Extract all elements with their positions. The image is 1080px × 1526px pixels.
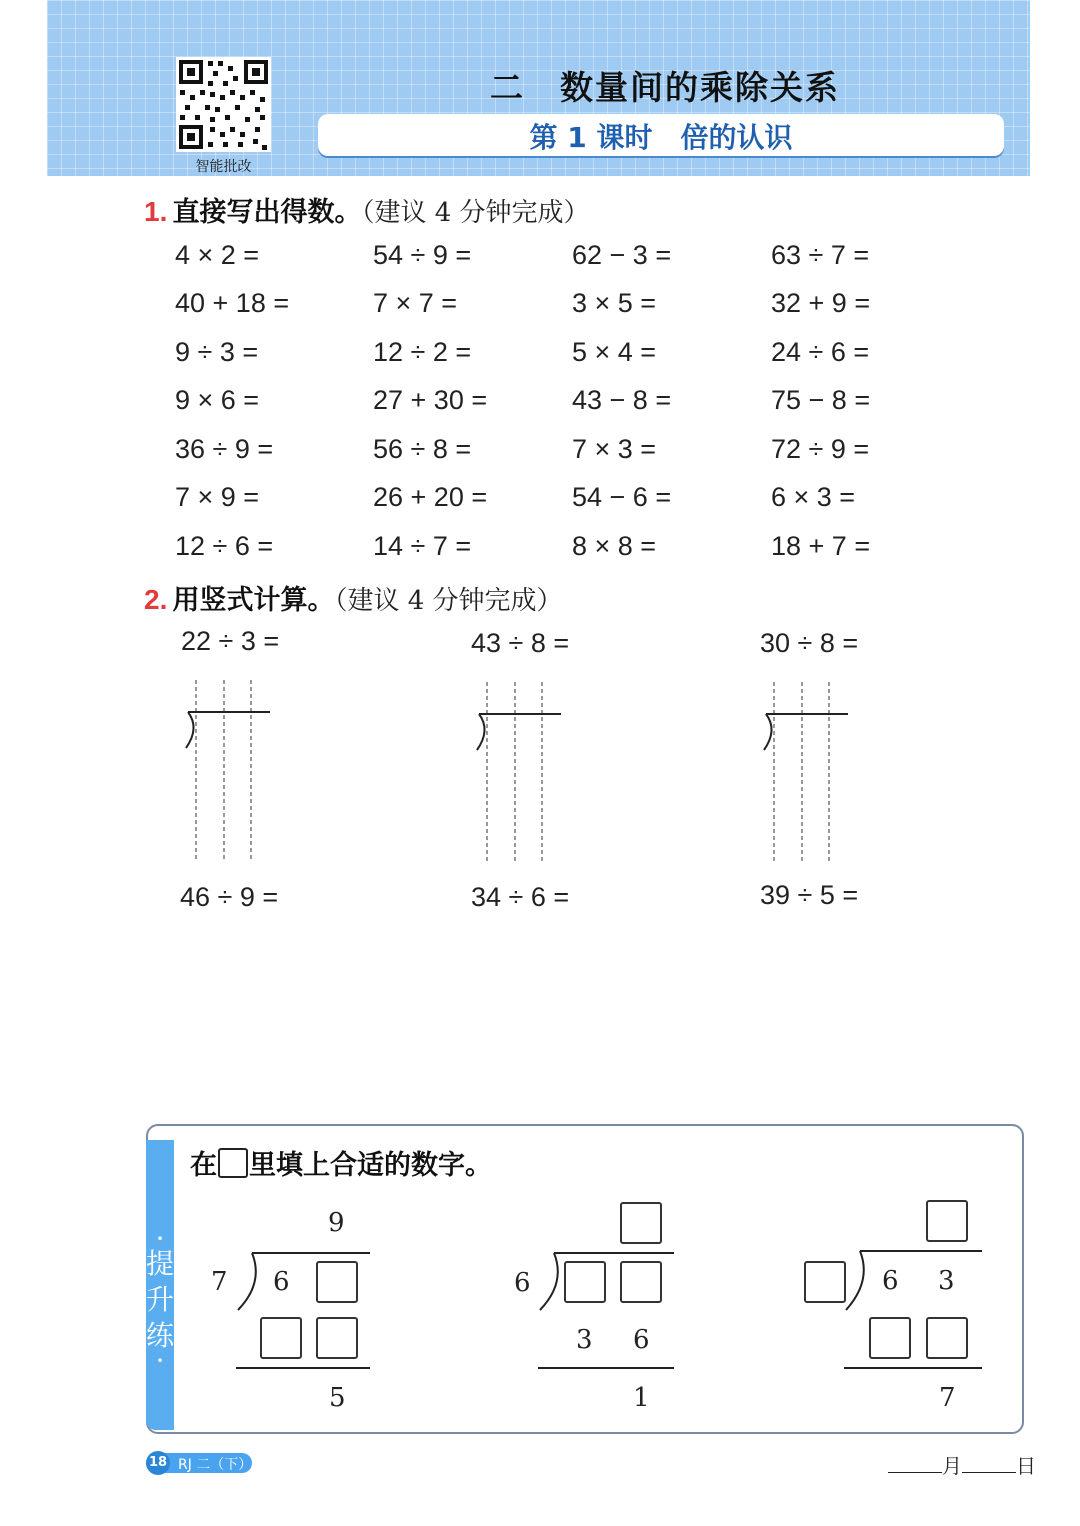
oral-arithmetic-item: 7 × 7 = [373,288,458,318]
footer-badge [146,1453,252,1473]
unit-title: 二 数量间的乘除关系 [490,68,840,107]
puzzle3-remainder: 7 [939,1383,956,1413]
qr-label: 智能批改 [195,159,252,175]
section2-heading [144,578,563,617]
section2-number: 2. [144,584,168,615]
section1-hint: （建议 4 分钟完成） [361,198,590,228]
oral-arithmetic-item: 54 ÷ 9 = [373,240,472,270]
month-label: 月 [942,1454,962,1478]
oral-arithmetic-item: 56 ÷ 8 = [373,434,472,464]
division-frame[interactable] [756,678,866,868]
date-line [888,1450,1036,1479]
answer-box[interactable] [260,1317,302,1359]
tab-dot: • [156,1232,164,1246]
section2-hint: （建议 4 分钟完成） [334,586,563,616]
extension-title [190,1143,492,1182]
answer-box[interactable] [869,1317,911,1359]
extension-title-after: 里填上合适的数字。 [249,1150,492,1181]
puzzle1-remainder: 5 [329,1383,346,1413]
tab-char: 升 [146,1283,175,1316]
lesson-title: 第 1 课时 倍的认识 [529,121,793,154]
oral-arithmetic-item: 27 + 30 = [373,385,488,415]
oral-arithmetic-item: 9 × 6 = [175,385,260,415]
oral-arithmetic-item: 40 + 18 = [175,288,290,318]
vertical-problem-5: 34 ÷ 6 = [471,882,570,912]
day-label: 日 [1016,1454,1036,1478]
answer-box[interactable] [316,1317,358,1359]
puzzle2-remainder: 1 [633,1383,650,1413]
puzzle1-divisor: 7 [211,1267,228,1297]
extension-title-before: 在 [190,1150,217,1181]
oral-arithmetic-item: 75 − 8 = [771,385,871,415]
edition-label: RJ 二（下） [178,1457,253,1473]
vertical-problem-1: 22 ÷ 3 = [181,626,280,656]
oral-arithmetic-item: 62 − 3 = [572,240,672,270]
oral-arithmetic-item: 5 × 4 = [572,337,657,367]
vertical-problem-3: 30 ÷ 8 = [760,628,859,658]
oral-arithmetic-item: 6 × 3 = [771,482,856,512]
oral-arithmetic-item: 63 ÷ 7 = [771,240,870,270]
answer-box[interactable] [564,1261,606,1303]
oral-arithmetic-item: 7 × 3 = [572,434,657,464]
oral-arithmetic-item: 7 × 9 = [175,482,260,512]
oral-arithmetic-item: 3 × 5 = [572,288,657,318]
section1-number: 1. [144,196,168,227]
answer-box[interactable] [620,1261,662,1303]
extension-tab-label [146,1232,174,1368]
answer-box[interactable] [316,1261,358,1303]
oral-arithmetic-item: 12 ÷ 2 = [373,337,472,367]
puzzle3-dividend-ones: 3 [938,1266,955,1296]
oral-arithmetic-item: 72 ÷ 9 = [771,434,870,464]
oral-arithmetic-item: 18 + 7 = [771,531,871,561]
puzzle2-product-ones: 6 [633,1325,650,1355]
oral-arithmetic-item: 14 ÷ 7 = [373,531,472,561]
oral-arithmetic-item: 43 − 8 = [572,385,672,415]
inline-box-icon [218,1148,248,1178]
tab-char: 练 [146,1319,175,1352]
puzzle1-quotient: 9 [328,1208,345,1238]
oral-arithmetic-item: 32 + 9 = [771,288,871,318]
oral-arithmetic-item: 36 ÷ 9 = [175,434,274,464]
puzzle2-divisor: 6 [514,1268,531,1298]
oral-arithmetic-item: 26 + 20 = [373,482,488,512]
oral-arithmetic-item: 4 × 2 = [175,240,260,270]
answer-box[interactable] [926,1317,968,1359]
page-number: 18 [146,1451,170,1475]
oral-arithmetic-item: 8 × 8 = [572,531,657,561]
tab-dot: • [156,1354,164,1368]
vertical-problem-2: 43 ÷ 8 = [471,628,570,658]
tab-char: 提 [146,1247,175,1280]
vertical-problem-4: 46 ÷ 9 = [180,882,279,912]
section2-title: 用竖式计算。 [172,585,335,616]
section1-title: 直接写出得数。 [172,197,362,228]
section1-heading [144,190,590,229]
oral-arithmetic-item: 54 − 6 = [572,482,672,512]
oral-arithmetic-item: 12 ÷ 6 = [175,531,274,561]
answer-box[interactable] [804,1261,846,1303]
answer-box[interactable] [620,1202,662,1244]
oral-arithmetic-item: 9 ÷ 3 = [175,337,259,367]
puzzle2-product-tens: 3 [576,1325,593,1355]
division-frame[interactable] [178,676,288,866]
puzzle1-dividend-tens: 6 [273,1267,290,1297]
puzzle3-dividend-tens: 6 [882,1266,899,1296]
qr-code-icon[interactable] [176,57,271,152]
oral-arithmetic-item: 24 ÷ 6 = [771,337,870,367]
answer-box[interactable] [926,1200,968,1242]
vertical-problem-6: 39 ÷ 5 = [760,880,859,910]
division-frame[interactable] [469,678,579,868]
